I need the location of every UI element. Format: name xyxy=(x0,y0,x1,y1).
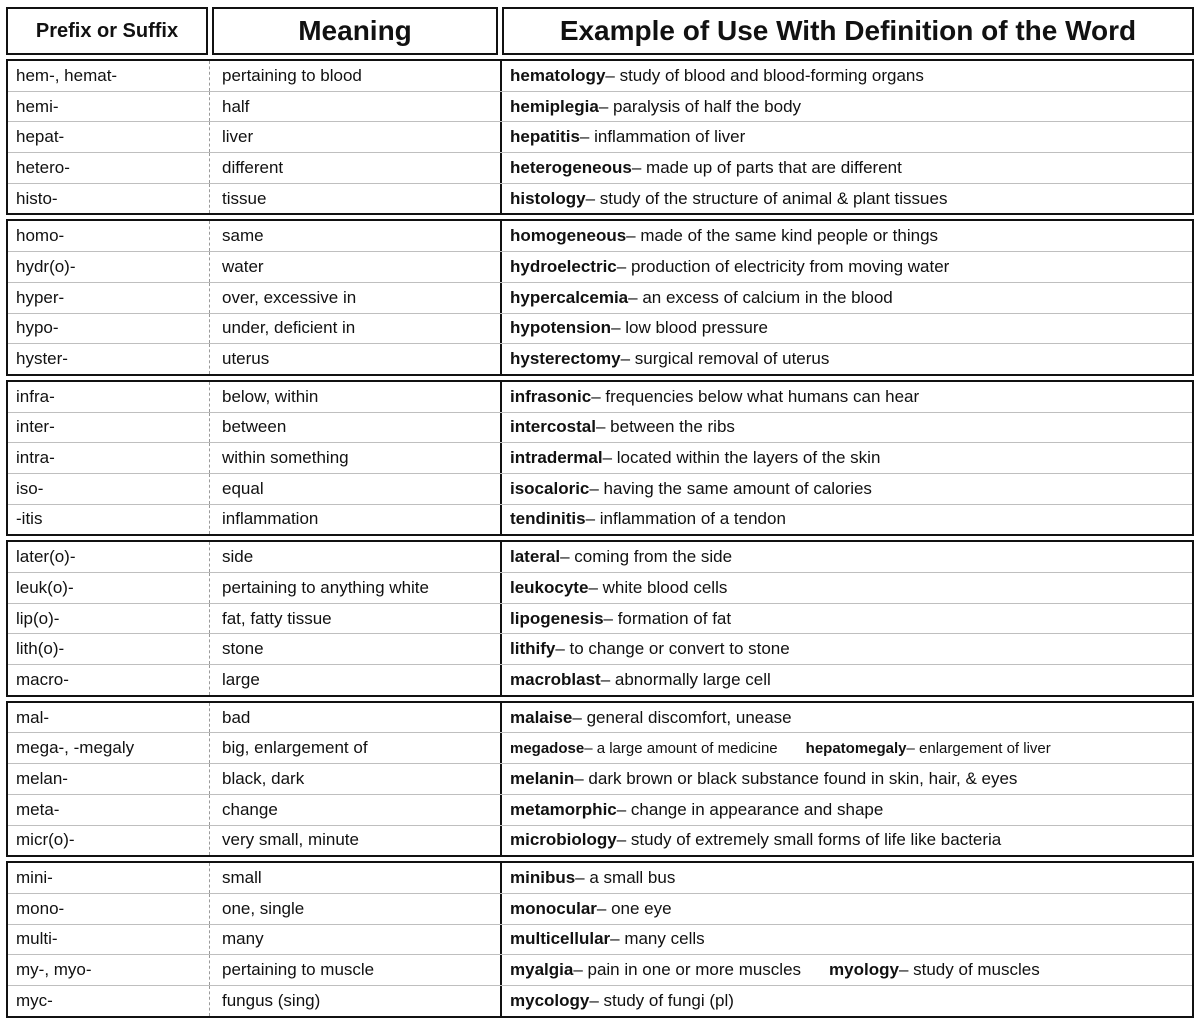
example-definition: – frequencies below what humans can hear xyxy=(591,386,920,406)
example-cell xyxy=(502,542,1192,572)
example-definition: – pain in one or more muscles xyxy=(573,960,802,980)
example-definition: – coming from the side xyxy=(560,547,733,567)
table-row xyxy=(8,925,1192,956)
prefix-cell: iso- xyxy=(8,474,210,504)
prefix-cell: mega-, -megaly xyxy=(8,733,210,763)
example-cell xyxy=(502,826,1192,856)
row-group xyxy=(6,540,1194,696)
meaning-cell: under, deficient in xyxy=(210,314,502,344)
table-row xyxy=(8,505,1192,535)
table-row xyxy=(8,665,1192,695)
table-row xyxy=(8,283,1192,314)
table-row xyxy=(8,634,1192,665)
table-row xyxy=(8,826,1192,856)
example-cell xyxy=(502,795,1192,825)
example-definition: – one eye xyxy=(596,898,672,918)
row-group xyxy=(6,219,1194,375)
table-header xyxy=(6,7,1194,55)
example-definition: – an excess of calcium in the blood xyxy=(628,287,893,307)
table-row xyxy=(8,764,1192,795)
example-definition: – surgical removal of uterus xyxy=(620,349,830,369)
prefix-cell: hydr(o)- xyxy=(8,252,210,282)
header-example: Example of Use With Definition of the Word xyxy=(502,7,1194,55)
prefix-cell: micr(o)- xyxy=(8,826,210,856)
example-word: malaise xyxy=(510,707,573,727)
example-cell xyxy=(502,573,1192,603)
prefix-cell: multi- xyxy=(8,925,210,955)
meaning-cell: different xyxy=(210,153,502,183)
example-word: macroblast xyxy=(510,669,601,689)
meaning-cell: small xyxy=(210,863,502,893)
example-word: hypercalcemia xyxy=(510,287,629,307)
example-definition: – white blood cells xyxy=(588,577,728,597)
table-row xyxy=(8,986,1192,1016)
meaning-cell: one, single xyxy=(210,894,502,924)
meaning-cell: below, within xyxy=(210,382,502,412)
meaning-cell: uterus xyxy=(210,344,502,374)
example-word: microbiology xyxy=(510,830,617,850)
example-cell xyxy=(502,382,1192,412)
prefix-cell: my-, myo- xyxy=(8,955,210,985)
example-definition: – located within the layers of the skin xyxy=(602,448,881,468)
example-definition: – made up of parts that are different xyxy=(631,157,902,177)
prefix-cell: hyper- xyxy=(8,283,210,313)
example-word: tendinitis xyxy=(510,509,586,529)
meaning-cell: between xyxy=(210,413,502,443)
table-row xyxy=(8,92,1192,123)
meaning-cell: very small, minute xyxy=(210,826,502,856)
prefix-cell: mal- xyxy=(8,703,210,733)
meaning-cell: within something xyxy=(210,443,502,473)
row-group xyxy=(6,380,1194,536)
example-word: histology xyxy=(510,188,586,208)
example-word: megadose xyxy=(510,739,585,757)
prefix-cell: melan- xyxy=(8,764,210,794)
example-word-second: myology xyxy=(829,960,899,980)
prefix-cell: hypo- xyxy=(8,314,210,344)
meaning-cell: side xyxy=(210,542,502,572)
meaning-cell: fungus (sing) xyxy=(210,986,502,1016)
table-row xyxy=(8,542,1192,573)
prefix-cell: meta- xyxy=(8,795,210,825)
example-cell xyxy=(502,221,1192,251)
prefix-cell: leuk(o)- xyxy=(8,573,210,603)
prefix-cell: mini- xyxy=(8,863,210,893)
table-row xyxy=(8,573,1192,604)
prefix-cell: inter- xyxy=(8,413,210,443)
example-cell xyxy=(502,184,1192,214)
meaning-cell: black, dark xyxy=(210,764,502,794)
table-row xyxy=(8,474,1192,505)
example-word: hydroelectric xyxy=(510,256,617,276)
example-definition: – inflammation of a tendon xyxy=(585,509,786,529)
prefix-suffix-table xyxy=(6,7,1194,1022)
meaning-cell: bad xyxy=(210,703,502,733)
table-row xyxy=(8,443,1192,474)
example-definition: – general discomfort, unease xyxy=(572,707,792,727)
example-definition: – formation of fat xyxy=(603,608,732,628)
meaning-cell: pertaining to muscle xyxy=(210,955,502,985)
example-cell xyxy=(502,344,1192,374)
example-definition: – dark brown or black substance found in skin, hair, & eyes xyxy=(574,768,1018,788)
example-cell xyxy=(502,925,1192,955)
example-definition: – abnormally large cell xyxy=(600,669,771,689)
example-definition: – a small bus xyxy=(575,868,676,888)
table-row xyxy=(8,413,1192,444)
table-row xyxy=(8,955,1192,986)
example-word: leukocyte xyxy=(510,577,589,597)
table-row xyxy=(8,153,1192,184)
meaning-cell: same xyxy=(210,221,502,251)
example-word: isocaloric xyxy=(510,478,590,498)
example-definition: – having the same amount of calories xyxy=(589,478,872,498)
example-definition: – made of the same kind people or things xyxy=(626,226,939,246)
meaning-cell: change xyxy=(210,795,502,825)
example-cell xyxy=(502,665,1192,695)
meaning-cell: tissue xyxy=(210,184,502,214)
example-word: infrasonic xyxy=(510,386,592,406)
prefix-cell: hem-, hemat- xyxy=(8,61,210,91)
table-row xyxy=(8,795,1192,826)
prefix-cell: myc- xyxy=(8,986,210,1016)
example-cell xyxy=(502,283,1192,313)
example-cell xyxy=(502,61,1192,91)
example-definition: – a large amount of medicine xyxy=(584,739,778,757)
example-cell xyxy=(502,122,1192,152)
example-word: lithify xyxy=(510,639,556,659)
example-cell xyxy=(502,764,1192,794)
example-definition: – many cells xyxy=(610,929,705,949)
example-cell xyxy=(502,986,1192,1016)
example-cell xyxy=(502,92,1192,122)
table-row xyxy=(8,122,1192,153)
example-cell xyxy=(502,153,1192,183)
prefix-cell: intra- xyxy=(8,443,210,473)
meaning-cell: fat, fatty tissue xyxy=(210,604,502,634)
example-word: monocular xyxy=(510,898,597,918)
table-row xyxy=(8,382,1192,413)
example-word: hypotension xyxy=(510,318,612,338)
example-definition: – study of blood and blood-forming organs xyxy=(605,65,924,85)
example-word: melanin xyxy=(510,768,575,788)
example-cell xyxy=(502,252,1192,282)
example-definition: – low blood pressure xyxy=(611,318,768,338)
meaning-cell: large xyxy=(210,665,502,695)
meaning-cell: big, enlargement of xyxy=(210,733,502,763)
table-row xyxy=(8,252,1192,283)
table-row xyxy=(8,863,1192,894)
example-definition: – to change or convert to stone xyxy=(555,639,790,659)
row-group xyxy=(6,59,1194,215)
prefix-cell: hyster- xyxy=(8,344,210,374)
example-word: hysterectomy xyxy=(510,349,621,369)
prefix-cell: hetero- xyxy=(8,153,210,183)
example-word: minibus xyxy=(510,868,576,888)
meaning-cell: inflammation xyxy=(210,505,502,535)
example-definition-second: – study of muscles xyxy=(898,960,1040,980)
example-word: hematology xyxy=(510,65,606,85)
example-word: lateral xyxy=(510,547,561,567)
meaning-cell: over, excessive in xyxy=(210,283,502,313)
example-cell xyxy=(502,413,1192,443)
example-word: homogeneous xyxy=(510,226,627,246)
table-row xyxy=(8,894,1192,925)
example-word: mycology xyxy=(510,990,590,1010)
prefix-cell: infra- xyxy=(8,382,210,412)
header-meaning: Meaning xyxy=(212,7,498,55)
example-definition: – change in appearance and shape xyxy=(616,799,884,819)
example-cell xyxy=(502,634,1192,664)
meaning-cell: half xyxy=(210,92,502,122)
example-word: lipogenesis xyxy=(510,608,604,628)
example-word: hepatitis xyxy=(510,127,580,147)
example-word: hemiplegia xyxy=(510,96,599,116)
prefix-cell: histo- xyxy=(8,184,210,214)
prefix-cell: homo- xyxy=(8,221,210,251)
prefix-cell: later(o)- xyxy=(8,542,210,572)
example-word: intradermal xyxy=(510,448,603,468)
example-word-second: hepatomegaly xyxy=(805,739,907,757)
example-definition: – study of extremely small forms of life like bacteria xyxy=(616,830,1002,850)
example-word: metamorphic xyxy=(510,799,617,819)
meaning-cell: equal xyxy=(210,474,502,504)
example-definition: – paralysis of half the body xyxy=(598,96,802,116)
example-cell xyxy=(502,703,1192,733)
example-definition: – study of the structure of animal & plant tissues xyxy=(585,188,948,208)
example-definition-second: – enlargement of liver xyxy=(906,739,1051,757)
meaning-cell: pertaining to blood xyxy=(210,61,502,91)
meaning-cell: water xyxy=(210,252,502,282)
meaning-cell: many xyxy=(210,925,502,955)
table-row xyxy=(8,604,1192,635)
example-cell xyxy=(502,894,1192,924)
example-word: heterogeneous xyxy=(510,157,632,177)
table-row xyxy=(8,221,1192,252)
example-definition: – between the ribs xyxy=(595,417,735,437)
header-prefix-suffix: Prefix or Suffix xyxy=(6,7,208,55)
example-word: multicellular xyxy=(510,929,611,949)
example-definition: – production of electricity from moving water xyxy=(616,256,950,276)
prefix-cell: lith(o)- xyxy=(8,634,210,664)
example-cell xyxy=(502,733,1192,763)
row-group xyxy=(6,861,1194,1017)
example-word: intercostal xyxy=(510,417,596,437)
example-cell xyxy=(502,314,1192,344)
table-row xyxy=(8,184,1192,214)
meaning-cell: liver xyxy=(210,122,502,152)
example-definition: – inflammation of liver xyxy=(579,127,746,147)
row-group xyxy=(6,701,1194,857)
example-definition: – study of fungi (pl) xyxy=(589,990,734,1010)
prefix-cell: lip(o)- xyxy=(8,604,210,634)
prefix-cell: hemi- xyxy=(8,92,210,122)
meaning-cell: stone xyxy=(210,634,502,664)
prefix-cell: hepat- xyxy=(8,122,210,152)
table-row xyxy=(8,314,1192,345)
prefix-cell: -itis xyxy=(8,505,210,535)
prefix-cell: mono- xyxy=(8,894,210,924)
example-word: myalgia xyxy=(510,960,574,980)
example-cell xyxy=(502,863,1192,893)
example-cell xyxy=(502,474,1192,504)
example-cell xyxy=(502,604,1192,634)
example-cell xyxy=(502,443,1192,473)
table-row xyxy=(8,733,1192,764)
table-row xyxy=(8,344,1192,374)
example-cell xyxy=(502,505,1192,535)
meaning-cell: pertaining to anything white xyxy=(210,573,502,603)
table-row xyxy=(8,703,1192,734)
prefix-cell: macro- xyxy=(8,665,210,695)
table-body xyxy=(6,59,1194,1018)
table-row xyxy=(8,61,1192,92)
example-cell xyxy=(502,955,1192,985)
